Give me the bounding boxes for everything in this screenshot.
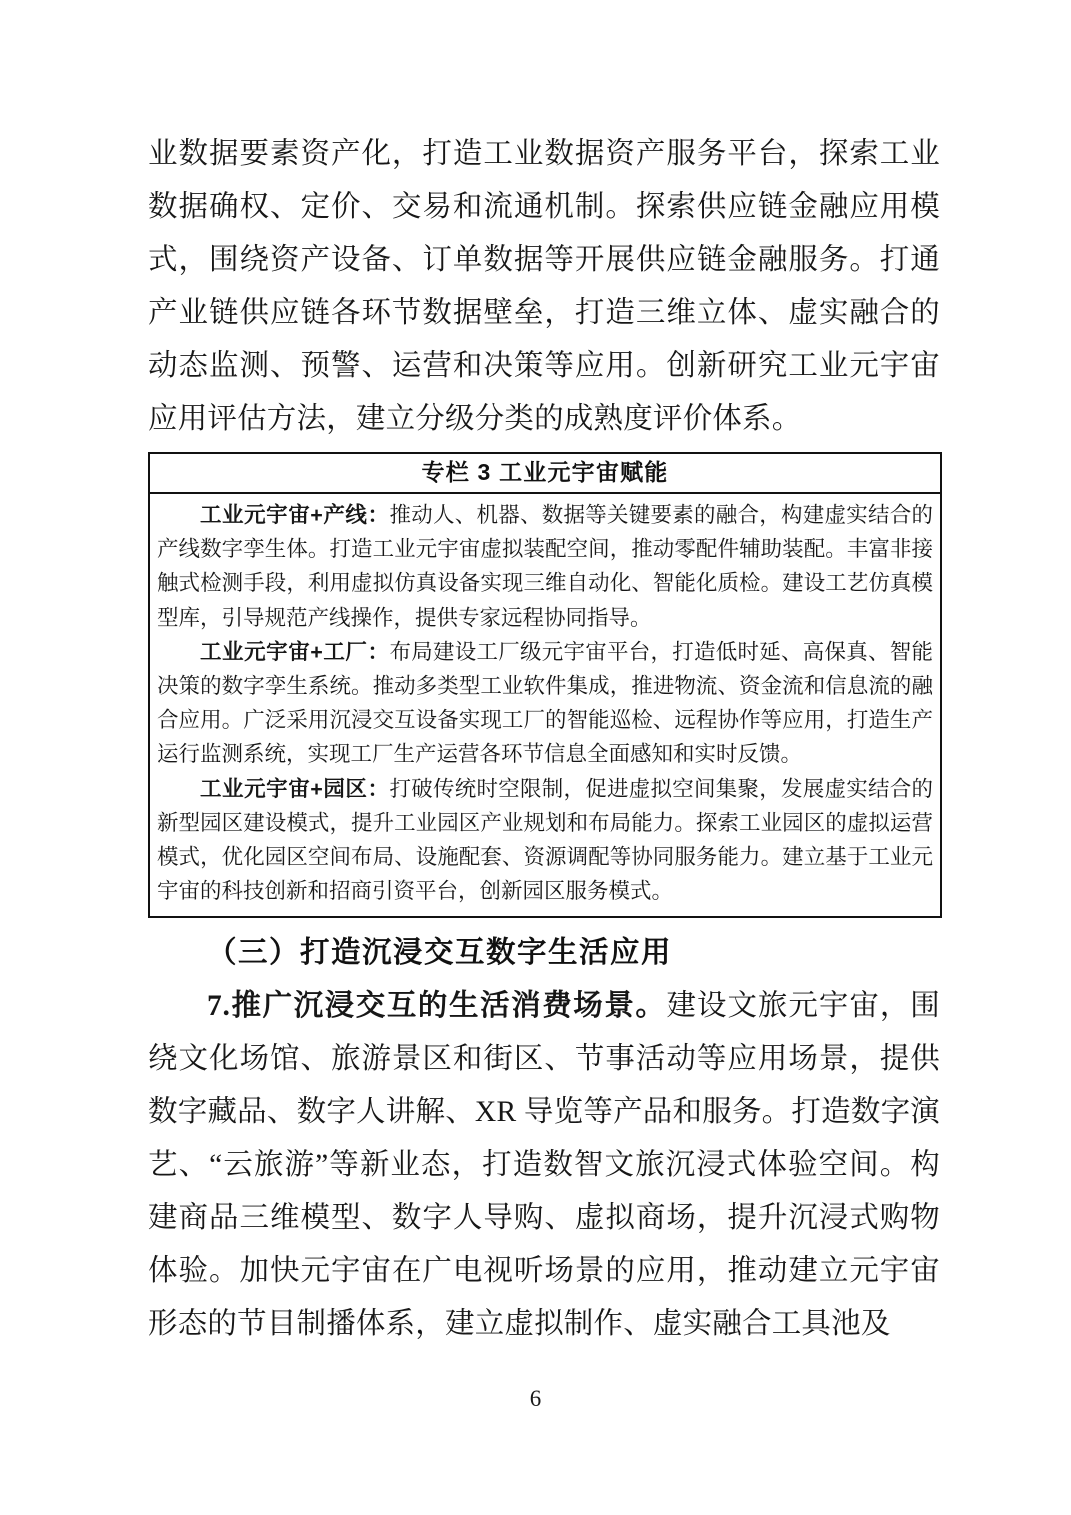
section-heading-three: （三）打造沉浸交互数字生活应用 bbox=[207, 937, 673, 970]
callout-box-column-3 bbox=[148, 452, 942, 918]
page-number: 6 bbox=[529, 1386, 542, 1411]
callout-item-label: 工业元宇宙+产线： bbox=[200, 503, 390, 527]
callout-item-label: 工业元宇宙+园区： bbox=[200, 776, 390, 801]
callout-item-factory bbox=[157, 635, 933, 772]
callout-item-text: 打破传统时空限制，促进虚拟空间集聚，发展虚实结合的新型园区建设模式，提升工业园区产业规划和布局能力。探索工业园区的虚拟运营模式，优化园区空间布局、设施配套、资源调配等协同服务能力。建立基于工业元宇宙的科技创新和招商引资平台，创新园区服务模式。 bbox=[157, 776, 933, 904]
callout-item-label: 工业元宇宙+工厂： bbox=[200, 639, 390, 664]
paragraph-item-7 bbox=[148, 980, 940, 1351]
page-content bbox=[148, 128, 940, 1351]
item-body-text-7: 建设文旅元宇宙，围绕文化场馆、旅游景区和街区、节事活动等应用场景，提供数字藏品、数字人讲解、XR 导览等产品和服务。打造数字演艺、“云旅游”等新业态，打造数智文旅沉浸式体验空间。构建商品三维模型、数字人导购、虚拟商场，提升沉浸式购物体验。加快元宇宙在广电视听场景的应用，推动建立元宇宙形态的节目制播体系，建立虚拟制作、虚实融合工具池及 bbox=[148, 990, 940, 1341]
callout-item-text: 推动人、机器、数据等关键要素的融合，构建虚实结合的产线数字孪生体。打造工业元宇宙虚拟装配空间，推动零配件辅助装配。丰富非接触式检测手段，利用虚拟仿真设备实现三维自动化、智能化质检。建设工艺仿真模型库，引导规范产线操作，提供专家远程协同指导。 bbox=[157, 503, 933, 630]
callout-item-text: 布局建设工厂级元宇宙平台，打造低时延、高保真、智能决策的数字孪生系统。推动多类型工业软件集成，推进物流、资金流和信息流的融合应用。广泛采用沉浸交互设备实现工厂的智能巡检、远程协作等应用，打造生产运行监测系统，实现工厂生产运营各环节信息全面感知和实时反馈。 bbox=[157, 639, 933, 767]
callout-item-park bbox=[157, 772, 933, 909]
item-heading-7: 7.推广沉浸交互的生活消费场景。 bbox=[207, 990, 667, 1023]
callout-item-production-line bbox=[157, 498, 933, 635]
callout-title: 专栏 3 工业元宇宙赋能 bbox=[150, 454, 940, 494]
callout-body bbox=[150, 494, 940, 916]
paragraph-industrial-data: 业数据要素资产化，打造工业数据资产服务平台，探索工业数据确权、定价、交易和流通机制。探索供应链金融应用模式，围绕资产设备、订单数据等开展供应链金融服务。打通产业链供应链各环节数据壁垒，打造三维立体、虚实融合的动态监测、预警、运营和决策等应用。创新研究工业元宇宙应用评估方法，建立分级分类的成熟度评价体系。 bbox=[148, 138, 940, 435]
